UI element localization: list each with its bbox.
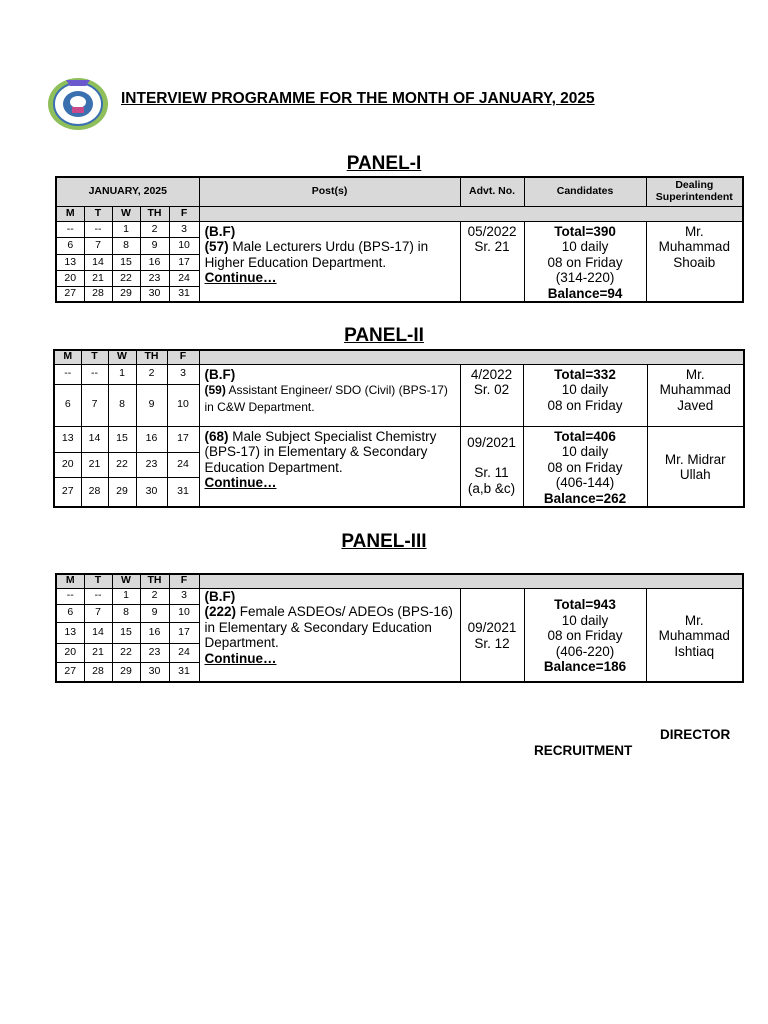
calendar-day: 2 [136,364,167,384]
calendar-day: 17 [169,255,199,271]
calendar-day: 27 [54,478,81,507]
calendar-day: 10 [169,238,199,255]
calendar-day: 8 [112,604,140,622]
calendar-day: -- [84,588,112,604]
post-cell: (B.F) (59) Assistant Engineer/ SDO (Civil) (BPS-17) in C&W Department. [199,364,460,426]
dealing-cell: Mr. Muhammad Ishtiaq [646,588,743,682]
calendar-day: 3 [169,221,199,238]
candidates-cell: Total=390 10 daily 08 on Friday (314-220) Balance=94 [524,221,646,302]
calendar-day: 30 [140,286,169,302]
day-header: W [112,574,140,588]
candidates-header: Candidates [524,177,646,206]
calendar-day: 1 [108,364,136,384]
day-header: M [56,206,84,221]
day-header: TH [140,206,169,221]
day-header: W [108,350,136,364]
calendar-day: 8 [112,238,140,255]
document-header [46,74,726,132]
calendar-day: 13 [56,622,84,643]
candidates-cell: Total=406 10 daily 08 on Friday (406-144) Balance=262 [523,426,647,507]
calendar-day: 16 [140,622,169,643]
dealing-header: Dealing Superintendent [646,177,743,206]
calendar-day: 28 [84,662,112,682]
calendar-day: 16 [136,426,167,452]
calendar-day: 13 [56,255,84,271]
calendar-day: 24 [167,452,199,477]
calendar-day: 7 [84,604,112,622]
calendar-day: 27 [56,286,84,302]
calendar-day: 20 [56,643,84,662]
day-header: M [54,350,81,364]
calendar-day: 30 [136,478,167,507]
day-header: M [56,574,84,588]
day-header: TH [140,574,169,588]
day-header: F [167,350,199,364]
panel-1-title: PANEL-I [346,153,422,174]
calendar-day: 9 [136,384,167,426]
calendar-day: -- [56,221,84,238]
commission-logo-icon [46,74,110,132]
calendar-day: -- [81,364,108,384]
calendar-day: 10 [169,604,199,622]
calendar-day: 23 [140,270,169,286]
calendar-day: 22 [108,452,136,477]
calendar-day: 16 [140,255,169,271]
day-header: T [81,350,108,364]
panel-3-title: PANEL-III [341,531,427,552]
calendar-day: 2 [140,588,169,604]
calendar-day: 21 [84,270,112,286]
calendar-day: 23 [140,643,169,662]
calendar-day: 23 [136,452,167,477]
day-header: TH [136,350,167,364]
dealing-cell: Mr. Muhammad Javed [647,364,744,426]
calendar-day: 20 [56,270,84,286]
advt-cell: 09/2021 Sr. 12 [460,588,524,682]
day-header: W [112,206,140,221]
calendar-day: 3 [169,588,199,604]
calendar-day: 9 [140,604,169,622]
post-cell: (B.F) (57) Male Lecturers Urdu (BPS-17) in Higher Education Department. Continue… [199,221,460,302]
panel-2-title: PANEL-II [344,325,424,346]
calendar-day: 31 [167,478,199,507]
signature-director: DIRECTOR [660,727,731,742]
calendar-day: 1 [112,588,140,604]
signature-recruitment: RECRUITMENT [534,743,633,758]
calendar-day: 6 [56,238,84,255]
calendar-day: 31 [169,286,199,302]
calendar-day: 29 [108,478,136,507]
calendar-day: 14 [84,622,112,643]
calendar-day: 29 [112,286,140,302]
calendar-day: -- [54,364,81,384]
month-header: JANUARY, 2025 [56,177,199,206]
calendar-day: 14 [81,426,108,452]
calendar-day: 27 [56,662,84,682]
calendar-day: 17 [167,426,199,452]
calendar-day: 13 [54,426,81,452]
posts-header: Post(s) [199,177,460,206]
candidates-cell: Total=332 10 daily 08 on Friday [523,364,647,426]
calendar-day: 8 [108,384,136,426]
calendar-day: 15 [108,426,136,452]
calendar-day: 3 [167,364,199,384]
day-header: T [84,574,112,588]
calendar-day: 29 [112,662,140,682]
calendar-day: 15 [112,255,140,271]
advt-cell: 4/2022 Sr. 02 [460,364,523,426]
calendar-day: 30 [140,662,169,682]
panel-2-table [53,349,745,508]
calendar-day: 1 [112,221,140,238]
post-cell: (B.F) (222) Female ASDEOs/ ADEOs (BPS-16) in Elementary & Secondary Education Department. Continue… [199,588,460,682]
day-header: F [169,574,199,588]
calendar-day: 2 [140,221,169,238]
calendar-day: 6 [54,384,81,426]
calendar-day: 22 [112,643,140,662]
candidates-cell: Total=943 10 daily 08 on Friday (406-220) Balance=186 [524,588,646,682]
calendar-day: 28 [84,286,112,302]
panel-3-table [55,573,744,683]
calendar-day: 10 [167,384,199,426]
advt-cell: 05/2022 Sr. 21 [460,221,524,302]
calendar-day: 14 [84,255,112,271]
day-header: T [84,206,112,221]
dealing-cell: Mr. Muhammad Shoaib [646,221,743,302]
calendar-day: 7 [81,384,108,426]
calendar-day: 9 [140,238,169,255]
calendar-day: 20 [54,452,81,477]
calendar-day: 21 [84,643,112,662]
calendar-day: 24 [169,270,199,286]
advt-cell: 09/2021 Sr. 11 (a,b &c) [460,426,523,507]
calendar-day: 28 [81,478,108,507]
calendar-day: 15 [112,622,140,643]
calendar-day: 21 [81,452,108,477]
document-title: INTERVIEW PROGRAMME FOR THE MONTH OF JANUARY, 2025 [121,90,595,107]
calendar-day: 31 [169,662,199,682]
calendar-day: 17 [169,622,199,643]
advt-header: Advt. No. [460,177,524,206]
panel-1-table [55,176,744,303]
calendar-day: 6 [56,604,84,622]
calendar-day: 7 [84,238,112,255]
calendar-day: 24 [169,643,199,662]
calendar-day: -- [56,588,84,604]
calendar-day: 22 [112,270,140,286]
calendar-day: -- [84,221,112,238]
day-header: F [169,206,199,221]
dealing-cell: Mr. Midrar Ullah [647,426,744,507]
post-cell: (68) Male Subject Specialist Chemistry (BPS-17) in Elementary & Secondary Education Department. Continue… [199,426,460,507]
